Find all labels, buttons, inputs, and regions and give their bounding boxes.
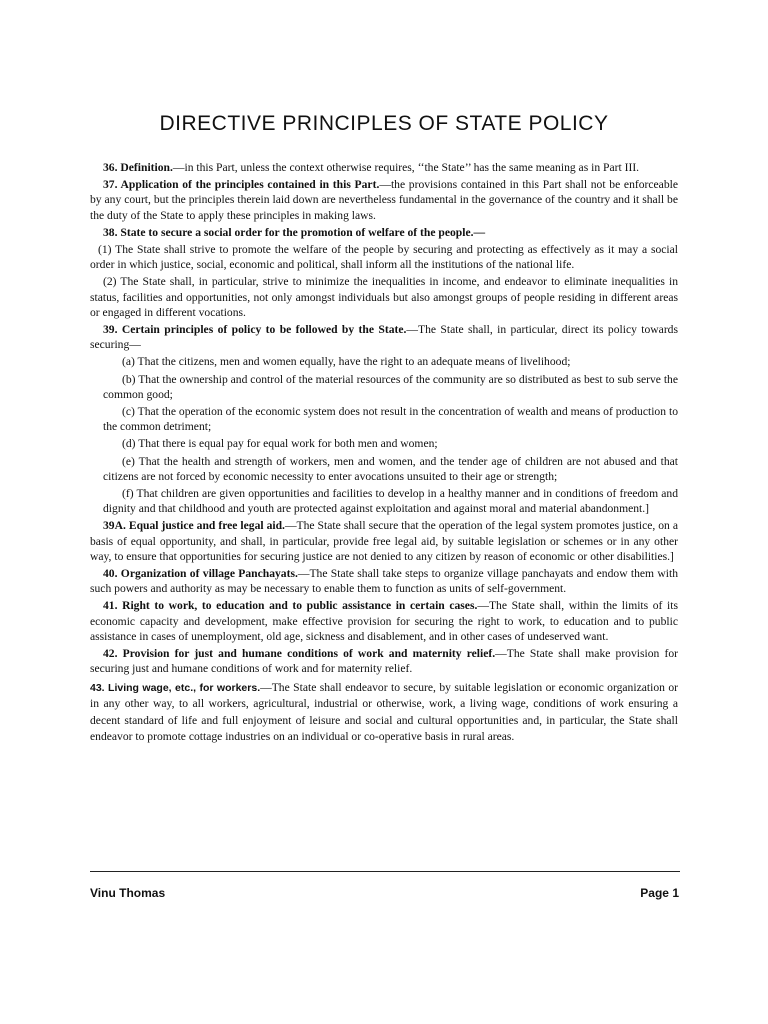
article-text: —The State shall secure that the operation of the legal system promotes justice, on a basis of equal opportunity, and shall, in particular, provide free legal aid, by suitable legislation or schemes or in any other way, to ensure that opportunities for securing justice are not denied to any citizen by reason of economic or other disabilities.]	[90, 519, 678, 563]
article-39	[90, 322, 678, 352]
article-heading: 37. Application of the principles contained in this Part.	[103, 178, 380, 192]
article-text: —	[473, 225, 486, 239]
article-37	[90, 177, 678, 223]
clause-38-2	[90, 274, 678, 320]
article-text: —The State shall, within the limits of its economic capacity and development, make effective provision for securing the right to work, to education and to public assistance in cases of unemployment, old age, sickness and disablement, and in other cases of undeserved want.	[90, 599, 678, 643]
article-heading: 39A. Equal justice and free legal aid.	[103, 519, 285, 533]
article-heading: 39. Certain principles of policy to be followed by the State.	[103, 323, 407, 337]
article-38	[90, 225, 678, 240]
list-item-d: (d) That there is equal pay for equal work for both men and women;	[122, 437, 438, 451]
article-39a	[90, 518, 678, 564]
article-heading: 41. Right to work, to education and to public assistance in certain cases.	[103, 599, 478, 613]
list-item-f: (f) That children are given opportunities and facilities to develop in a healthy manner and in conditions of freedom and dignity and that childhood and youth are protected against exploitation and against moral and material abandonment.]	[103, 487, 678, 516]
list-item-e: (e) That the health and strength of workers, men and women, and the tender age of children are not abused and that citizens are not forced by economic necessity to enter avocations unsuited to their age or strength;	[103, 454, 678, 483]
article-heading: 40. Organization of village Panchayats.	[103, 567, 298, 581]
article-text: —The State shall endeavor to secure, by suitable legislation or economic organization or in any other way, to all workers, agricultural, industrial or otherwise, work, a living wage, conditions of work ensuring a decent standard of life and full enjoyment of leisure and social and cultural opportunities and, in particular, the State shall endeavor to promote cottage industries on an individual or co-operative basis in rural areas.	[90, 680, 678, 743]
article-heading: 42. Provision for just and humane conditions of work and maternity relief.	[103, 647, 496, 661]
article-36	[90, 160, 678, 175]
article-text: —in this Part, unless the context otherwise requires, ‘‘the State’’ has the same meaning as in Part III.	[172, 161, 640, 174]
list-item-b: (b) That the ownership and control of the material resources of the community are so distributed as best to sub serve the common good;	[103, 372, 678, 401]
list-item-c: (c) That the operation of the economic system does not result in the concentration of wealth and means of production to the common detriment;	[103, 405, 678, 434]
article-text: —The State shall take steps to organize village panchayats and endow them with such powers and authority as may be necessary to enable them to function as units of self-government.	[90, 567, 678, 596]
article-text: —The State shall make provision for securing just and humane conditions of work and for maternity relief.	[90, 647, 678, 676]
document-title: DIRECTIVE PRINCIPLES OF STATE POLICY	[159, 112, 609, 135]
footer-page-number: Page 1	[640, 886, 679, 900]
clause-38-1	[90, 242, 678, 272]
article-43	[90, 680, 678, 746]
footer-divider	[90, 871, 680, 872]
article-heading: 43. Living wage, etc., for workers.	[90, 681, 261, 694]
document-body	[90, 160, 678, 748]
article-40	[90, 566, 678, 596]
clause-text: (1) The State shall strive to promote the welfare of the people by securing and protecting as effectively as it may a social order in which justice, social, economic and political, shall inform all the institutions of the national life.	[90, 243, 678, 272]
article-heading: 38. State to secure a social order for the promotion of welfare of the people.	[103, 225, 474, 239]
article-text: —the provisions contained in this Part shall not be enforceable by any court, but the principles therein laid down are nevertheless fundamental in the governance of the country and it shall be the duty of the State to apply these principles in making laws.	[90, 178, 678, 222]
article-42	[90, 646, 678, 676]
article-text: —The State shall, in particular, direct its policy towards securing—	[90, 323, 678, 352]
clause-text: (2) The State shall, in particular, strive to minimize the inequalities in income, and endeavor to eliminate inequalities in status, facilities and opportunities, not only amongst individuals but also amongst groups of people residing in different areas or engaged in different vocations.	[90, 275, 678, 319]
footer-author: Vinu Thomas	[90, 886, 166, 900]
list-item-a: (a) That the citizens, men and women equally, have the right to an adequate means of livelihood;	[122, 355, 571, 369]
article-41	[90, 598, 678, 644]
article-heading: 36. Definition.	[103, 161, 173, 174]
